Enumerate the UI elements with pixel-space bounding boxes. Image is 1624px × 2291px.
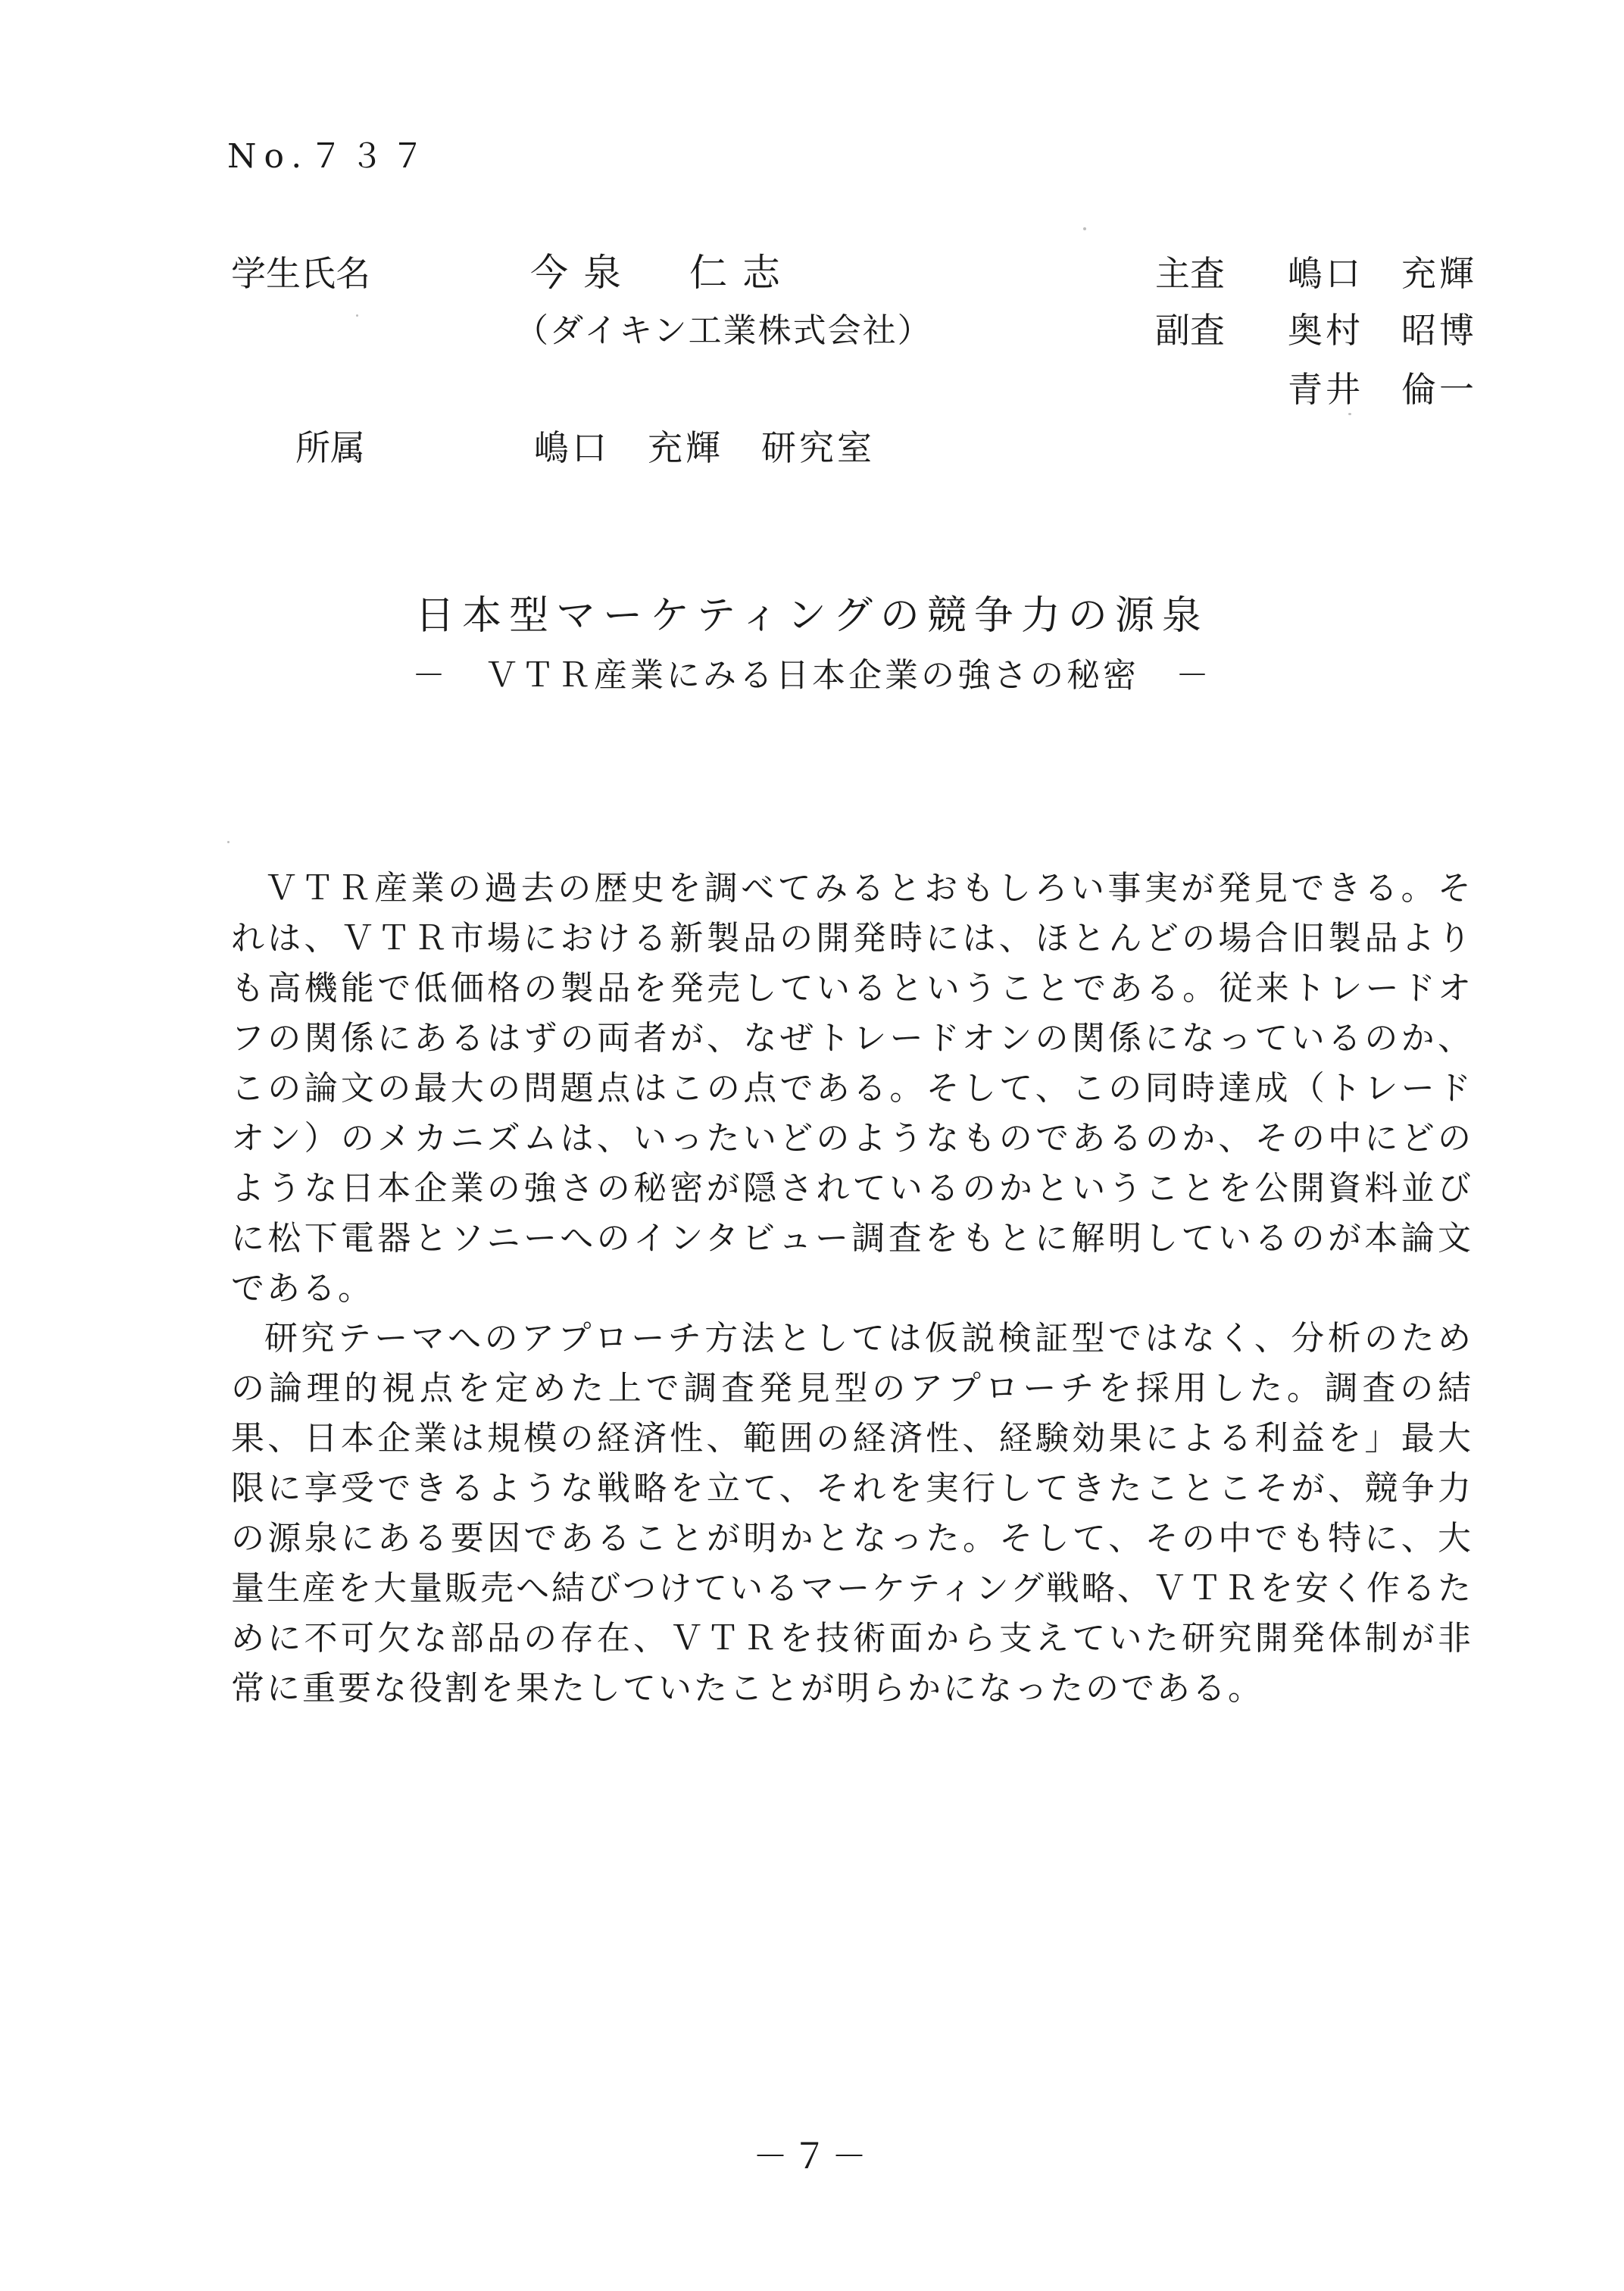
affiliation-lab: 嶋口 充輝 研究室 <box>534 427 875 468</box>
student-company: （ダイキン工業株式会社） <box>515 311 932 350</box>
scan-speck <box>356 314 358 317</box>
thesis-title: 日本型マーケティングの競争力の源泉 <box>415 593 1209 639</box>
abstract-paragraph-2: 研究テーマへのアプローチ方法としては仮説検証型ではなく、分析のための論理的視点を定めた上で調査発見型のアプローチを採用した。調査の結果、日本企業は規模の経済性、範囲の経済性、経験効果による利益を」最大限に享受できるような戦略を立て、それを実行してきたことこそが、競争力の源泉にある要因であることが明かとなった。そして、その中でも特に、大量生産を大量販売へ結びつけているマーケティング戦略、ＶＴＲを安く作るために不可欠な部品の存在、ＶＴＲを技術面から支えていた研究開発体制が非常に重要な役割を果たしていたことが明らかになったのである。 <box>231 1319 1473 1708</box>
student-name-label: 学生氏名 <box>231 253 370 294</box>
sub-examiner-name-2: 青井 倫一 <box>1288 369 1477 410</box>
chief-examiner-name: 嶋口 充輝 <box>1288 253 1477 294</box>
sub-examiner-label: 副査 <box>1155 310 1225 351</box>
abstract-body <box>231 864 1473 1714</box>
sub-examiner-name-1: 奥村 昭博 <box>1288 310 1477 351</box>
affiliation-label: 所属 <box>295 427 365 468</box>
thesis-subtitle: － ＶＴＲ産業にみる日本企業の強さの秘密 － <box>412 656 1212 695</box>
document-number: No.７３７ <box>227 137 433 176</box>
chief-examiner-label: 主査 <box>1155 253 1225 294</box>
abstract-paragraph-1: ＶＴＲ産業の過去の歴史を調べてみるとおもしろい事実が発見できる。それは、ＶＴＲ市場における新製品の開発時には、ほとんどの場合旧製品よりも高機能で低価格の製品を発売しているということである。従来トレードオフの関係にあるはずの両者が、なぜトレードオンの関係になっているのか、この論文の最大の問題点はこの点である。そして、この同時達成（トレードオン）のメカニズムは、いったいどのようなものであるのか、その中にどのような日本企業の強さの秘密が隠されているのかということを公開資料並びに松下電器とソニーへのインタビュー調査をもとに解明しているのが本論文である。 <box>231 869 1473 1308</box>
scan-speck <box>227 841 230 843</box>
scan-speck <box>1083 227 1086 230</box>
page-number: －７－ <box>753 2136 871 2177</box>
scan-speck <box>1348 413 1351 415</box>
student-name: 今泉 仁志 <box>530 251 795 295</box>
